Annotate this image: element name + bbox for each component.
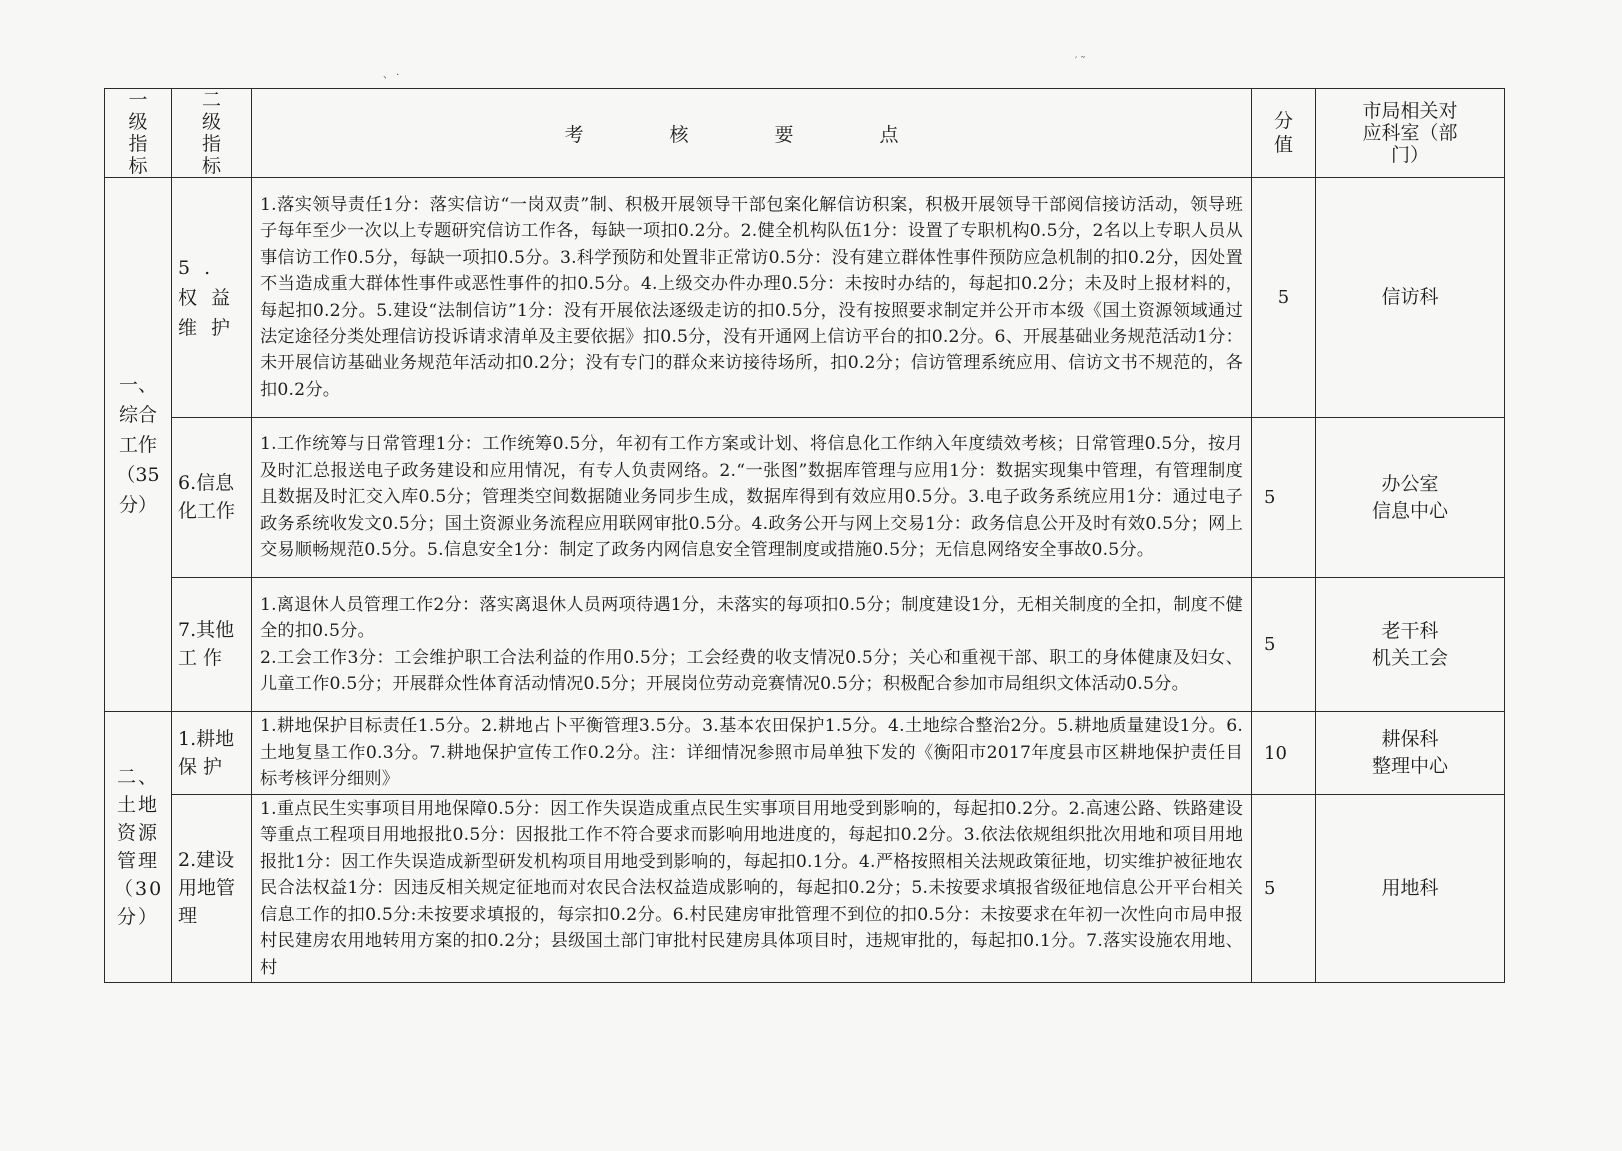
key-points-text: 1.落实领导责任1分：落实信访“一岗双责”制、积极开展领导干部包案化解信访积案，积极开展领导干部阅信接访活动，领导班子每年至少一次以上专题研究信访工作各，每缺一项扣0.2分。2.健全机构队伍1分：设置了专职机构0.5分，2名以上专职人员从事信访工作0.5分，每缺一项扣0.5分。3.科学预防和处置非正常访0.5分：没有建立群体性事件预防应急机制的扣0.2分，因处置不当造成重大群体性事件或恶性事件的扣0.5分。4.上级交办件办理0.5分：未按时办结的，每起扣0.2分；未及时上报材料的，每起扣0.2分。5.建设“法制信访”1分：没有开展依法逐级走访的扣0.5分，没有按照要求制定并公开市本级《国土资源领域通过法定途径分类处理信访投诉请求清单及主要依据》扣0.5分，没有开通网上信访平台的扣0.2分。6、开展基础业务规范活动1分：未开展信访基础业务规范年活动扣0.2分；没有专门的群众来访接待场所，扣0.2分；信访管理系统应用、信访文书不规范的，各扣0.2分。 — [260, 194, 1243, 400]
level2-other-work: 7.其他工 作 — [172, 578, 252, 712]
scan-speck-right: ′ ˜ — [1075, 56, 1086, 67]
header-score: 分值 — [1252, 89, 1316, 178]
department-name: 信息中心 — [1371, 499, 1448, 522]
score-cell: 5 — [1252, 178, 1316, 418]
department-cell — [1316, 795, 1505, 983]
table-row — [105, 178, 1505, 418]
department-cell — [1316, 712, 1505, 795]
score-cell: 5 — [1252, 578, 1316, 712]
scan-speck-left: 、 · — [383, 70, 400, 81]
department-name: 用地科 — [1381, 877, 1439, 899]
key-points-text: 2.工会工作3分：工会维护职工合法利益的作用0.5分；工会经费的收支情况0.5分；关心和重视干部、职工的身体健康及妇女、儿童工作0.5分；开展群众性体育活动情况0.5分；开展岗位劳动竞赛情况0.5分；积极配合参加市局组织文体活动0.5分。 — [260, 647, 1243, 694]
key-points-cell — [252, 418, 1252, 578]
header-key-points: 考 核 要 点 — [252, 89, 1252, 178]
key-points-text: 1.重点民生实事项目用地保障0.5分：因工作失误造成重点民生实事项目用地受到影响的，每起扣0.2分。2.高速公路、铁路建设等重点工程项目用地报批0.5分：因报批工作不符合要求而影响用地进度的，每起扣0.2分。3.依法依规组织批次用地和项目用地报批1分：因工作失误造成新型研发机构项目用地受到影响的，每起扣0.1分。4.严格按照相关法规政策征地，切实维护被征地农民合法权益1分：因违反相关规定征地而对农民合法权益造成影响的，每起扣0.2分；5.未按要求填报省级征地信息公开平台相关信息工作的扣0.5分:未按要求填报的，每宗扣0.2分。6.村民建房审批管理不到位的扣0.5分：未按要求在年初一次性向市局申报村民建房农用地转用方案的扣0.2分；县级国土部门审批村民建房具体项目时，违规审批的，每起扣0.1分。7.落实设施农用地、村 — [260, 799, 1243, 978]
key-points-text: 1.工作统筹与日常管理1分：工作统筹0.5分，年初有工作方案或计划、将信息化工作纳入年度绩效考核；日常管理0.5分，按月及时汇总报送电子政务建设和应用情况，有专人负责网络。2.“一张图”数据库管理与应用1分：数据实现集中管理，有管理制度且数据及时汇交入库0.5分；管理类空间数据随业务同步生成，数据库得到有效应用0.5分。3.电子政务系统应用1分：通过电子政务系统收发文0.5分；国土资源业务流程应用联网审批0.5分。4.政务公开与网上交易1分：政务信息公开及时有效0.5分；网上交易顺畅规范0.5分。5.信息安全1分：制定了政务内网信息安全管理制度或措施0.5分；无信息网络安全事故0.5分。 — [260, 434, 1243, 561]
score-cell: 5 — [1252, 418, 1316, 578]
department-name: 信访科 — [1381, 286, 1439, 308]
key-points-cell — [252, 178, 1252, 418]
department-cell — [1316, 578, 1505, 712]
header-level1: 一级指标 — [105, 89, 172, 178]
key-points-text: 1.耕地保护目标责任1.5分。2.耕地占卜平衡管理3.5分。3.基本农田保护1.5分。4.土地综合整治2分。5.耕地质量建设1分。6.土地复垦工作0.3分。7.耕地保护宣传工作0.2分。注：详细情况参照市局单独下发的《衡阳市2017年度县市区耕地保护责任目标考核评分细则》 — [260, 716, 1243, 790]
department-name: 耕保科 — [1381, 728, 1439, 750]
table-row — [105, 795, 1505, 983]
level1-land-resource-management: 二、土地资源管理（30分） — [105, 712, 172, 983]
department-cell — [1316, 418, 1505, 578]
key-points-cell — [252, 712, 1252, 795]
header-department: 市局相关对应科室（部门） — [1316, 89, 1505, 178]
level2-farmland-protection: 1.耕地保 护 — [172, 712, 252, 795]
table-row — [105, 418, 1505, 578]
table-row — [105, 712, 1505, 795]
department-name: 办公室 — [1381, 472, 1439, 495]
score-cell: 5 — [1252, 795, 1316, 983]
header-level2: 二级指标 — [172, 89, 252, 178]
level2-construction-land: 2.建设用地管理 — [172, 795, 252, 983]
level2-rights-protection: 5. 权益维护 — [172, 178, 252, 418]
department-name: 老干科 — [1381, 619, 1439, 642]
department-name: 机关工会 — [1371, 646, 1448, 669]
key-points-cell — [252, 578, 1252, 712]
level1-comprehensive-work: 一、综合工作（35分） — [105, 178, 172, 712]
department-name: 整理中心 — [1371, 755, 1448, 777]
score-cell: 10 — [1252, 712, 1316, 795]
key-points-text: 1.离退休人员管理工作2分：落实离退休人员两项待遇1分，未落实的每项扣0.5分；制度建设1分，无相关制度的全扣，制度不健全的扣0.5分。 — [260, 594, 1243, 642]
assessment-table — [104, 88, 1505, 983]
department-cell — [1316, 178, 1505, 418]
table-row — [105, 578, 1505, 712]
key-points-cell — [252, 795, 1252, 983]
level2-informatization: 6.信息化工作 — [172, 418, 252, 578]
header-row — [105, 89, 1505, 178]
